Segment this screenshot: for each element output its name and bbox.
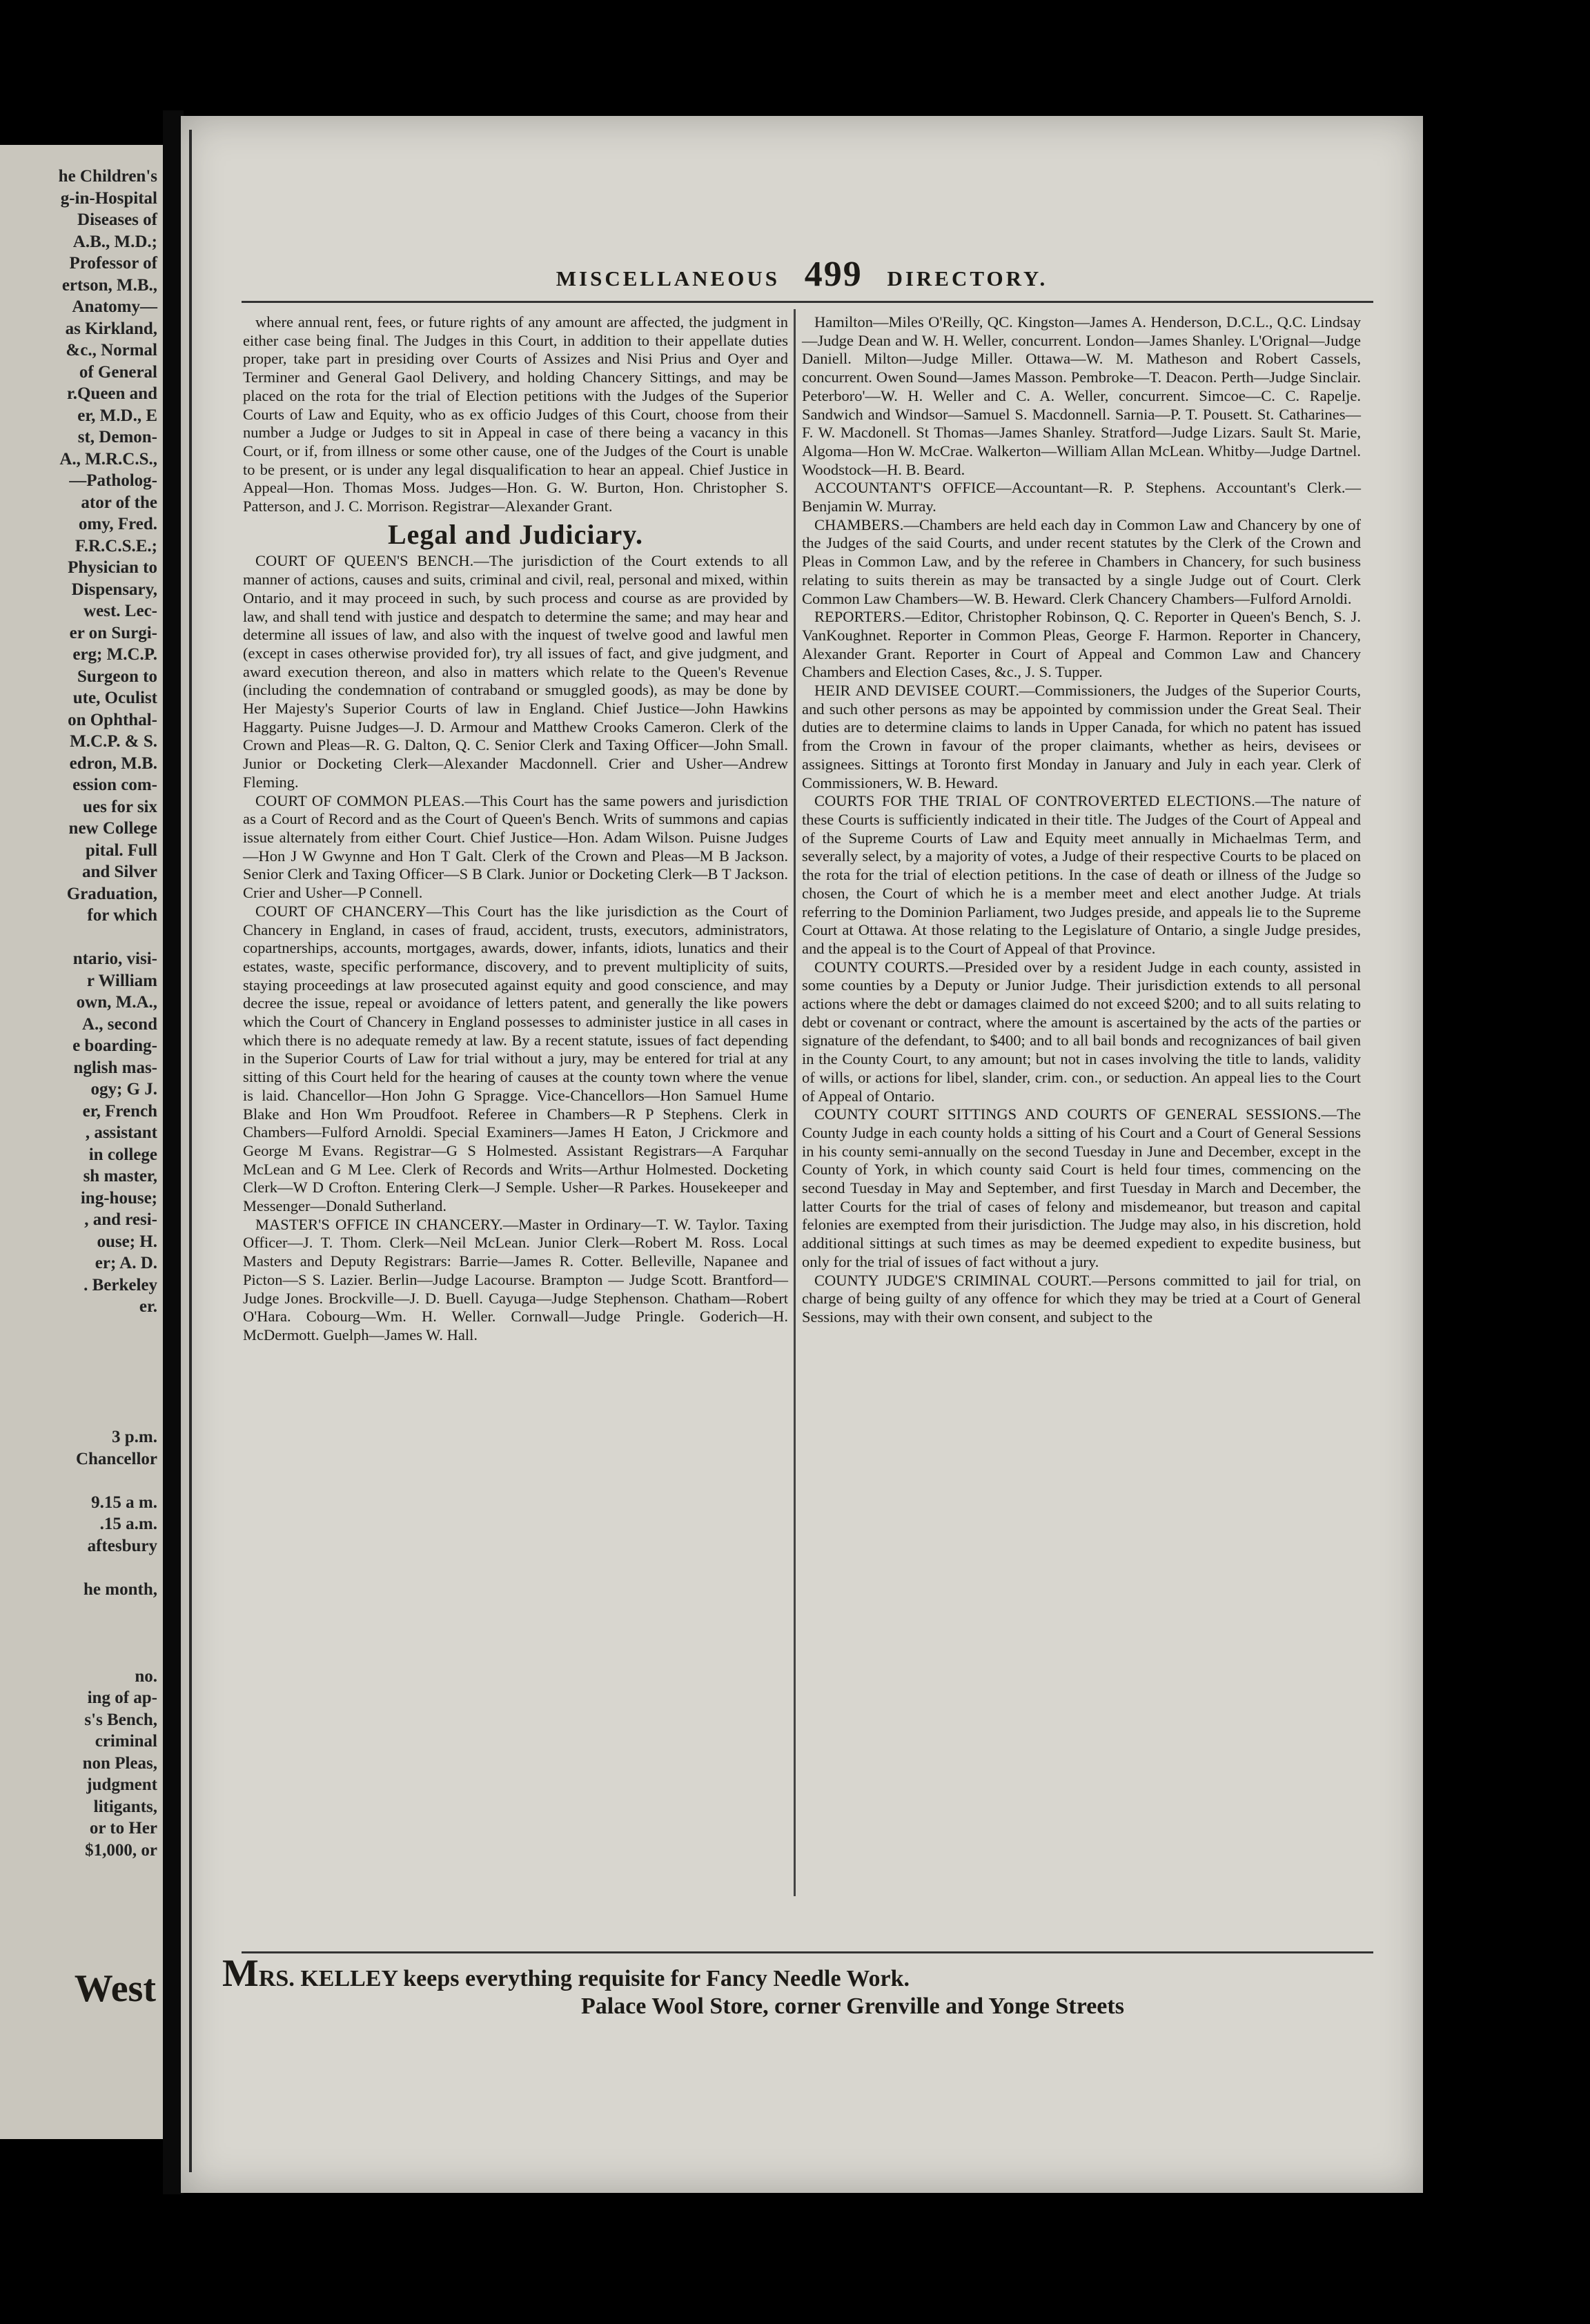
left-page-line: Anatomy— <box>72 297 157 316</box>
left-page-line: $1,000, or <box>85 1840 157 1860</box>
left-page-line: —Patholog- <box>69 471 157 490</box>
left-page-line: st, Demon- <box>77 428 157 446</box>
left-page-line: g-in-Hospital <box>60 188 157 208</box>
left-page-line: r William <box>86 971 157 990</box>
header-right: DIRECTORY. <box>887 266 1048 290</box>
left-page-line: new College <box>68 819 157 838</box>
page-number: 499 <box>804 255 863 294</box>
left-page-line: , and resi- <box>84 1210 157 1229</box>
left-page-line: ertson, M.B., <box>61 275 157 295</box>
heir-devisee-paragraph: HEIR AND DEVISEE COURT.—Commissioners, the Judges of the Superior Courts, and such other persons as may be appointed by commission under the Great Seal. Their duties are to determine claims to lands in Upper Canada, for which no patent has issued from the Crown in favour of the proper claimants, whether as heirs, devisees or assignees. Sittings at Toronto first Monday in January and July in each year. Clerk of Commissioners, W. B. Heward. <box>802 682 1361 791</box>
page-header <box>181 254 1423 295</box>
left-page-line: erg; M.C.P. <box>72 645 157 664</box>
left-page-line: 9.15 a m. <box>91 1493 157 1512</box>
left-page-line: er, French <box>82 1101 157 1121</box>
left-page-line: and Silver <box>81 863 157 881</box>
left-page-line: Physician to <box>68 558 157 577</box>
left-page-line: on Ophthal- <box>68 710 157 729</box>
appeal-court-paragraph: where annual rent, fees, or future rights of any amount are affected, the judgment in either case being final. The Judges in this Court, in addition to their appellate duties proper, take part in presiding over Courts of Assizes and Nisi Prius and Oyer and Terminer and General Gaol Delivery, and holding Chancery Sittings, and may be placed on the rota for the trial of Election petitions with the Judges of the Superior Courts of Law and Equity, who as ex officio Judges of this Court, choose from their number a Judge or Judges to sit in Appeal in case of there being a vacancy in this Court, or if, from illness or some other cause, one of the Judges of the Court is unable to be present, or is under any legal disqualification to hear an appeal. Chief Justice in Appeal—Hon. Thomas Moss. Judges—Hon. G. W. Burton, Hon. Christopher S. Patterson, and J. C. Morrison. Registrar—Alexander Grant. <box>243 313 788 515</box>
header-rule <box>242 301 1373 303</box>
header-left: MISCELLANEOUS <box>556 266 780 290</box>
left-page-line: ing-house; <box>80 1188 157 1208</box>
left-page-line: edron, M.B. <box>69 754 157 773</box>
column-rule <box>794 309 796 1896</box>
column-left <box>243 313 788 1345</box>
common-pleas-paragraph: COURT OF COMMON PLEAS.—This Court has the same powers and jurisdiction as a Court of Record and as the Court of Queen's Bench. Writs of summons and capias issue alternately from either Court. Chief Justice—Hon. Adam Wilson. Puisne Judges—Hon J W Gwynne and Hon T Galt. Clerk of the Crown and Pleas—M B Jackson. Senior Clerk and Taxing Officer—S B Clark. Junior or Docketing Clerk—B T Jackson. Crier and Usher—P Connell. <box>243 791 788 902</box>
county-courts-paragraph: COUNTY COURTS.—Presided over by a resident Judge in each county, assisted in some counties by a Deputy or Junior Judge. Their jurisdiction extends to all personal actions where the debt or damages claimed do not exceed $200; and to all suits relating to debt or covenant or contract, where the amount is ascertained by the acts of the parties or signature of the defendant, to $400; and to all bail bonds and recognizances of bail given in the County Court, to any amount; but not in cases involving the title to lands, validity of wills, or actions for libel, slander, crim. con., or seduction. An appeal lies to the Court of Appeal of Ontario. <box>802 958 1361 1105</box>
left-page-line: Dispensary, <box>71 580 157 599</box>
left-page-line: ute, Oculist <box>72 689 157 707</box>
queens-bench-paragraph: COURT OF QUEEN'S BENCH.—The jurisdiction of the Court extends to all manner of actions, causes and suits, criminal and civil, real, personal and mixed, within Ontario, and it may proceed in such, by such process and course as are provided by law, and shall tend with justice and despatch to determine the same; and may hear and determine all issues of law, and also with the inquest of twelve good and lawful men (except in cases otherwise provided for), try all issues of fact, and give judgment, and award execution thereon, and also in matters which relate to the Queen's Revenue (including the condemnation of contraband or smuggled goods), as may be done by Her Majesty's Superior Courts of law in England. Chief Justice—John Hawkins Haggarty. Puisne Judges—J. D. Armour and Matthew Crooks Cameron. Clerk of the Crown and Pleas—R. G. Dalton, Q. C. Senior Clerk and Taxing Officer—John Small. Junior or Docketing Clerk—Alexander Macdonnell. Crier and Usher—Andrew Fleming. <box>243 552 788 791</box>
left-page-line: aftesbury <box>87 1536 157 1555</box>
left-page-line: pital. Full <box>85 840 157 860</box>
left-page-line: A., M.R.C.S., <box>59 449 157 469</box>
left-page-line: he Children's <box>58 167 157 186</box>
directory-page <box>181 116 1423 2193</box>
left-page-line: Surgeon to <box>77 667 157 686</box>
left-page-line: omy, Fred. <box>78 515 157 533</box>
masters-office-paragraph: MASTER'S OFFICE IN CHANCERY.—Master in Ordinary—T. W. Taylor. Taxing Officer—J. T. Thom. Clerk—Neil McLean. Junior Clerk—Robert M. Ross. Local Masters and Deputy Registrars: Barrie—James R. Cotter. Belleville, Napanee and Picton—S S. Lazier. Berlin—Judge Lacourse. Brampton — Judge Scott. Brantford—Judge Jones. Brockville—J. D. Buell. Cayuga—Judge Stephenson. Chatham—Robert O'Hara. Cobourg—Wm. H. Weller. Cornwall—Judge Pringle. Goderich—H. McDermott. Guelph—James W. Hall. <box>243 1215 788 1343</box>
left-page-line: Graduation, <box>66 884 157 903</box>
ad-line-1 <box>222 1952 1395 1995</box>
left-page-line: er, M.D., E <box>77 406 157 425</box>
left-page-line: for which <box>87 906 157 925</box>
chancery-paragraph: COURT OF CHANCERY—This Court has the like jurisdiction as the Court of Chancery in England, in cases of fraud, accident, trusts, executors, administrators, copartnerships, accounts, mortgages, awards, dower, infants, idiots, lunatics and their estates, waste, specific performance, discovery, and to prevent multiplicity of suits, staying proceedings at law prosecuted against equity and good conscience, and may decree the issue, repeal or avoidance of letters patent, and generally the like powers which the Court of Chancery in England possesses to administer justice in all cases in which there is no adequate remedy at law. By a recent statute, issues of fact depending in the Superior Courts of Law for trial without a jury, may be entered for trial at any sitting of this Court held for the hearing of causes at the county town where the venue is laid. Chancellor—Hon John G Spragge. Vice-Chancellors—Hon Samuel Hume Blake and Hon Wm Proudfoot. Referee in Chambers—R P Stephens. Clerk in Chambers—Fulford Arnoldi. Special Examiners—James H Eaton, J Crickmore and George M Evans. Registrar—G S Holmested. Assistant Registrars—A Farquhar McLean and G M Lee. Clerk of Records and Writs—Arthur Holmested. Docketing Clerk—W D Crofton. Entering Clerk—J Semple. Usher—R Parkes. Housekeeper and Messenger—Donald Sutherland. <box>243 902 788 1215</box>
left-page-line: non Pleas, <box>82 1753 157 1773</box>
left-page-line: own, M.A., <box>76 993 157 1012</box>
local-masters-paragraph: Hamilton—Miles O'Reilly, QC. Kingston—James A. Henderson, D.C.L., Q.C. Lindsay—Judge Dean and W. H. Weller, concurrent. London—James Shanley. L'Orignal—Judge Daniell. Milton—Judge Miller. Ottawa—W. M. Matheson and Robert Cassels, concurrent. Owen Sound—James Masson. Pembroke—T. Deacon. Perth—Judge Sinclair. Peterboro'—W. H. Weller and C. A. Weller, concurrent. Simcoe—C. C. Rapelje. Sandwich and Windsor—Samuel S. Macdonnell. Sarnia—P. T. Pousett. St. Catharines—F. W. Macdonell. St Thomas—James Shanley. Stratford—Judge Lizars. Sault St. Marie, Algoma—Hon W. McCrae. Walkerton—William Allan McLean. Whitby—Judge Dartnel. Woodstock—H. B. Beard. <box>802 313 1361 478</box>
left-page-line: as Kirkland, <box>65 319 157 338</box>
left-page-line: r.Queen and <box>66 384 157 403</box>
left-page-line: . Berkeley <box>84 1275 157 1294</box>
section-heading: Legal and Judiciary. <box>387 518 644 550</box>
left-page-line: ing of ap- <box>87 1688 157 1707</box>
general-sessions-paragraph: COUNTY COURT SITTINGS AND COURTS OF GENERAL SESSIONS.—The County Judge in each county holds a sitting of his Court and a Court of General Sessions in his county semi-annually on the second Tuesday in June and December, except in the County of York, in which county said Court is held four times, commencing on the second Tuesday in May and September, and first Tuesday in March and December, the latter Courts for the trial of cases of felony and misdemeanor, but treason and capital felonies are exempted from their jurisdiction. The Judge may also, in his discretion, hold additional sittings at such times as may be deemed expedient to expedite business, but only for the trial of issues of fact without a jury. <box>802 1105 1361 1270</box>
left-page-line: no. <box>135 1666 157 1686</box>
left-page-line: er on Surgi- <box>69 623 157 642</box>
ad-line-2: Palace Wool Store, corner Grenville and Yonge Streets <box>581 1993 1124 2019</box>
left-page-line: &c., Normal <box>66 341 157 360</box>
left-page-line: he month, <box>84 1579 157 1599</box>
left-page-line: ator of the <box>81 493 157 512</box>
left-page-line: in college <box>88 1145 157 1164</box>
left-page-line: ession com- <box>72 776 157 794</box>
left-page-line: F.R.C.S.E.; <box>75 536 157 555</box>
left-page-line: litigants, <box>93 1797 157 1816</box>
page-edge-rule <box>189 130 192 2172</box>
footer-rule <box>242 1951 1373 1953</box>
left-page-line: s's Bench, <box>84 1710 157 1729</box>
left-page-line: sh master, <box>83 1167 157 1185</box>
left-page-line: e boarding- <box>72 1036 157 1055</box>
ad-line-1-text: RS. KELLEY keeps everything requisite for Fancy Needle Work. <box>258 1966 910 1991</box>
left-page-line: west. Lec- <box>84 602 157 620</box>
left-page-line: or to Her <box>89 1819 157 1838</box>
advertisement <box>222 1952 1395 2020</box>
left-page-line: nglish mas- <box>73 1058 157 1077</box>
left-page-west-heading: West <box>74 1967 156 2010</box>
accountants-office-paragraph: ACCOUNTANT'S OFFICE—Accountant—R. P. Stephens. Accountant's Clerk.—Benjamin W. Murray. <box>802 479 1361 515</box>
left-page-line: M.C.P. & S. <box>70 732 157 751</box>
left-page-line: ogy; G J. <box>90 1080 157 1099</box>
left-page-fragment <box>0 145 163 2139</box>
left-page-line: ntario, visi- <box>72 949 157 968</box>
elections-paragraph: COURTS FOR THE TRIAL OF CONTROVERTED ELECTIONS.—The nature of these Courts is sufficiently indicated in their title. The Judges of the Court of Appeal and of the Supreme Courts of Law and Equity meet annually in Michaelmas Term, and severally select, by a majority of votes, a Judge of their respective Courts to be placed on the rota for the trial of election petitions. In the case of death or illness of the Judge so chosen, the Court of which he is a member meet and elect another Judge. At trials referring to the Dominion Parliament, two Judges preside, and appeals lie to the Supreme Court at Ottawa. At those relating to the Legislature of Ontario, a single Judge presides, and the appeal is to the Court of Appeal of that Province. <box>802 792 1361 957</box>
left-page-line: judgment <box>86 1775 157 1794</box>
left-page-line: criminal <box>95 1732 157 1751</box>
left-page-line: Professor of <box>69 254 157 273</box>
left-page-line: ues for six <box>83 797 157 816</box>
chambers-paragraph: CHAMBERS.—Chambers are held each day in Common Law and Chancery by one of the Judges of the said Courts, and under recent statutes by the Clerk of the Crown and Pleas in Common Law, and by the referee in Chambers in Chancery, for such business relating to suits therein as may be transacted by a single Judge out of Court. Clerk Common Law Chambers—W. B. Heward. Clerk Chancery Chambers—Fulford Arnoldi. <box>802 515 1361 607</box>
left-page-line: Chancellor <box>75 1449 157 1468</box>
left-page-line: er; A. D. <box>95 1254 157 1272</box>
left-page-line: 3 p.m. <box>112 1428 157 1446</box>
left-page-line: A., second <box>81 1014 157 1034</box>
left-page-line: of General <box>79 362 157 382</box>
reporters-paragraph: REPORTERS.—Editor, Christopher Robinson, Q. C. Reporter in Queen's Bench, S. J. VanKoughnet. Reporter in Common Pleas, George F. Harmon. Reporter in Chancery, Alexander Grant. Reporter in Court of Appeal and Common Law and Chancery Chambers and Election Cases, &c., J. S. Tupper. <box>802 608 1361 681</box>
left-page-line: A.B., M.D.; <box>72 232 157 251</box>
column-right <box>802 313 1361 1327</box>
criminal-court-paragraph: COUNTY JUDGE'S CRIMINAL COURT.—Persons committed to jail for trial, on charge of being guilty of any offence for which they may be tried at a Court of General Sessions, may with their own consent, and subject to the <box>802 1271 1361 1326</box>
left-page-line: er. <box>139 1297 157 1316</box>
left-page-line: ouse; H. <box>97 1232 157 1251</box>
left-page-line: .15 a.m. <box>99 1515 157 1533</box>
left-page-line: Diseases of <box>77 210 157 229</box>
ad-initial: M <box>222 1952 259 1995</box>
left-page-line: , assistant <box>85 1123 157 1142</box>
